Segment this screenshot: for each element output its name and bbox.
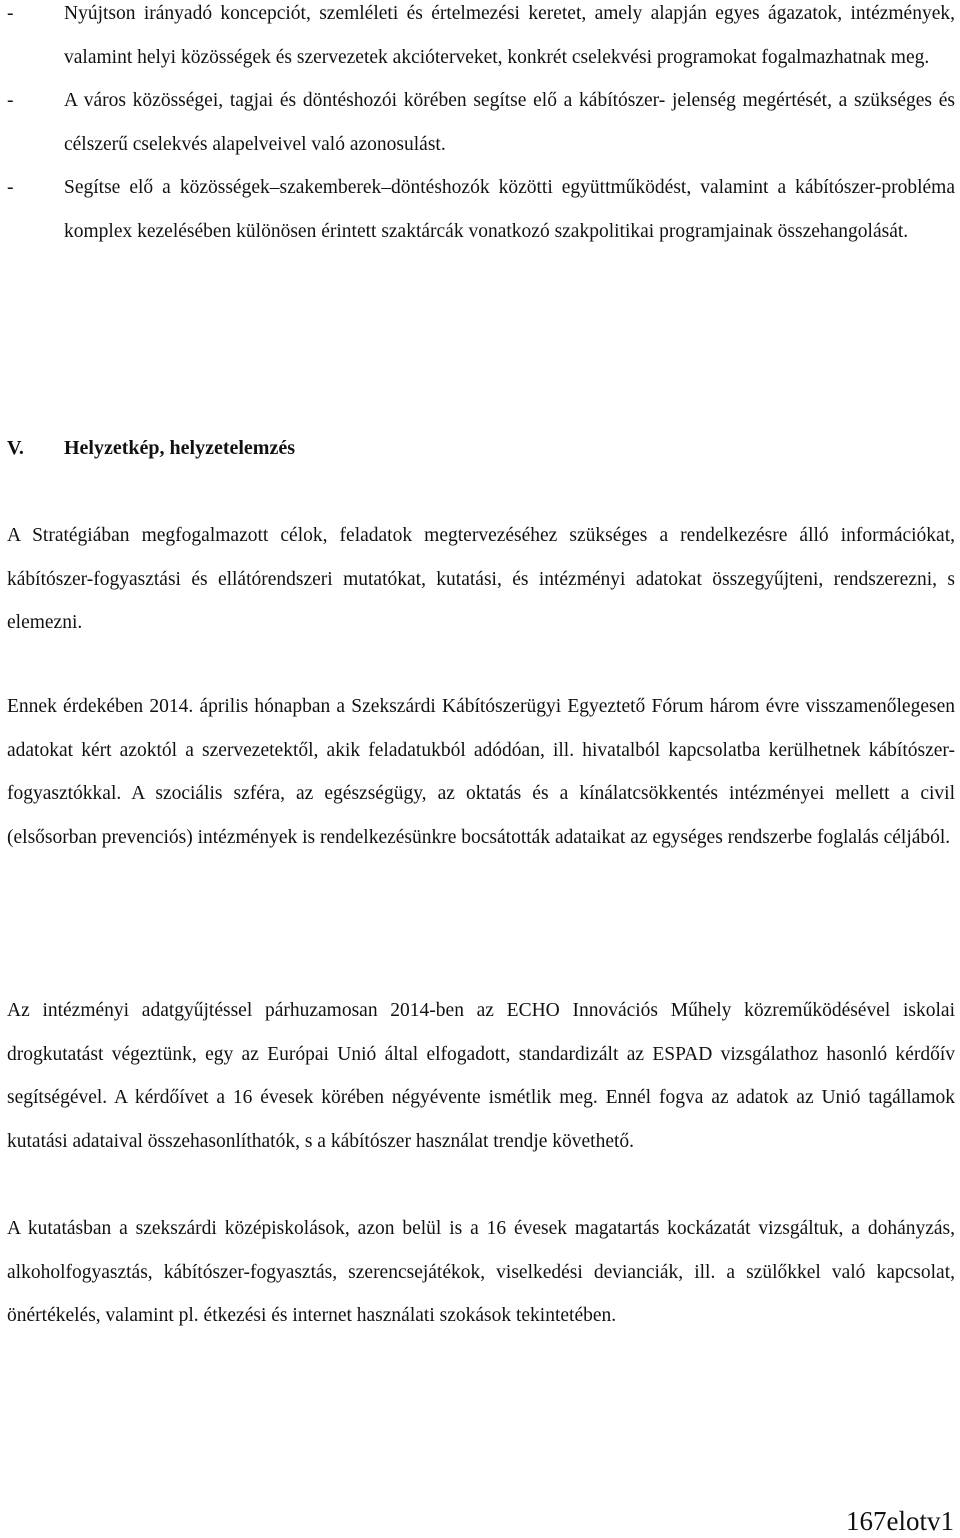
list-item	[7, 166, 955, 253]
list-dash: -	[7, 3, 14, 24]
section-title: Helyzetkép, helyzetelemzés	[64, 437, 296, 459]
list-item-text: A város közösségei, tagjai és döntéshozói körében segítse elő a kábítószer- jelenség megértését, a szükséges és célszerű cselekvés alapelveivel való azonosulást.	[64, 90, 955, 155]
paragraph: Az intézményi adatgyűjtéssel párhuzamosan 2014-ben az ECHO Innovációs Műhely közreműködésével iskolai drogkutatást végeztünk, egy az Európai Unió által elfogadott, standardizált az ESPAD vizsgálathoz hasonló kérdőív segítségével. A kérdőívet a 16 évesek körében négyévente ismétlik meg. Ennél fogva az adatok az Unió tagállamok kutatási adataival összehasonlíthatók, s a kábítószer használat trendje követhető.	[7, 1000, 955, 1152]
section-number: V.	[7, 437, 24, 459]
objectives-list	[7, 0, 955, 253]
section-heading	[7, 431, 295, 465]
paragraph: Ennek érdekében 2014. április hónapban a Szekszárdi Kábítószerügyi Egyeztető Fórum három évre visszamenőlegesen adatokat kért azoktól a szervezetektől, akik feladatukból adódóan, ill. hivatalból kapcsolatba kerülhetnek kábítószer-fogyasztókkal. A szociális szféra, az egészségügy, az oktatás és a kínálatcsökkentés intézményei mellett a civil (elsősorban prevenciós) intézmények is rendelkezésünkre bocsátották adataikat az egységes rendszerbe foglalás céljából.	[7, 696, 955, 848]
list-item	[7, 79, 955, 166]
list-item-text: Segítse elő a közösségek–szakemberek–döntéshozók közötti együttműködést, valamint a kábítószer-probléma komplex kezelésében különösen érintett szaktárcák vonatkozó szakpolitikai programjainak összehangolását.	[64, 177, 955, 242]
paragraph: A Stratégiában megfogalmazott célok, feladatok megtervezéséhez szükséges a rendelkezésre álló információkat, kábítószer-fogyasztási és ellátórendszeri mutatókat, kutatási, és intézményi adatokat összegyűjteni, rendszerezni, s elemezni.	[7, 525, 955, 633]
paragraph: A kutatásban a szekszárdi középiskolások, azon belül is a 16 évesek magatartás kockázatát vizsgáltuk, a dohányzás, alkoholfogyasztás, kábítószer-fogyasztás, szerencsejátékok, viselkedési devianciák, ill. a szülőkkel való kapcsolat, önértékelés, valamint pl. étkezési és internet használati szokások tekintetében.	[7, 1218, 955, 1326]
list-item-text: Nyújtson irányadó koncepciót, szemléleti és értelmezési keretet, amely alapján egyes ágazatok, intézmények, valamint helyi közösségek és szervezetek akcióterveket, konkrét cselekvési programokat fogalmazhatnak meg.	[64, 3, 955, 68]
page-footer-label: 167elotv1	[846, 1506, 954, 1536]
list-dash: -	[7, 177, 14, 198]
list-dash: -	[7, 90, 14, 111]
list-item	[7, 0, 955, 79]
